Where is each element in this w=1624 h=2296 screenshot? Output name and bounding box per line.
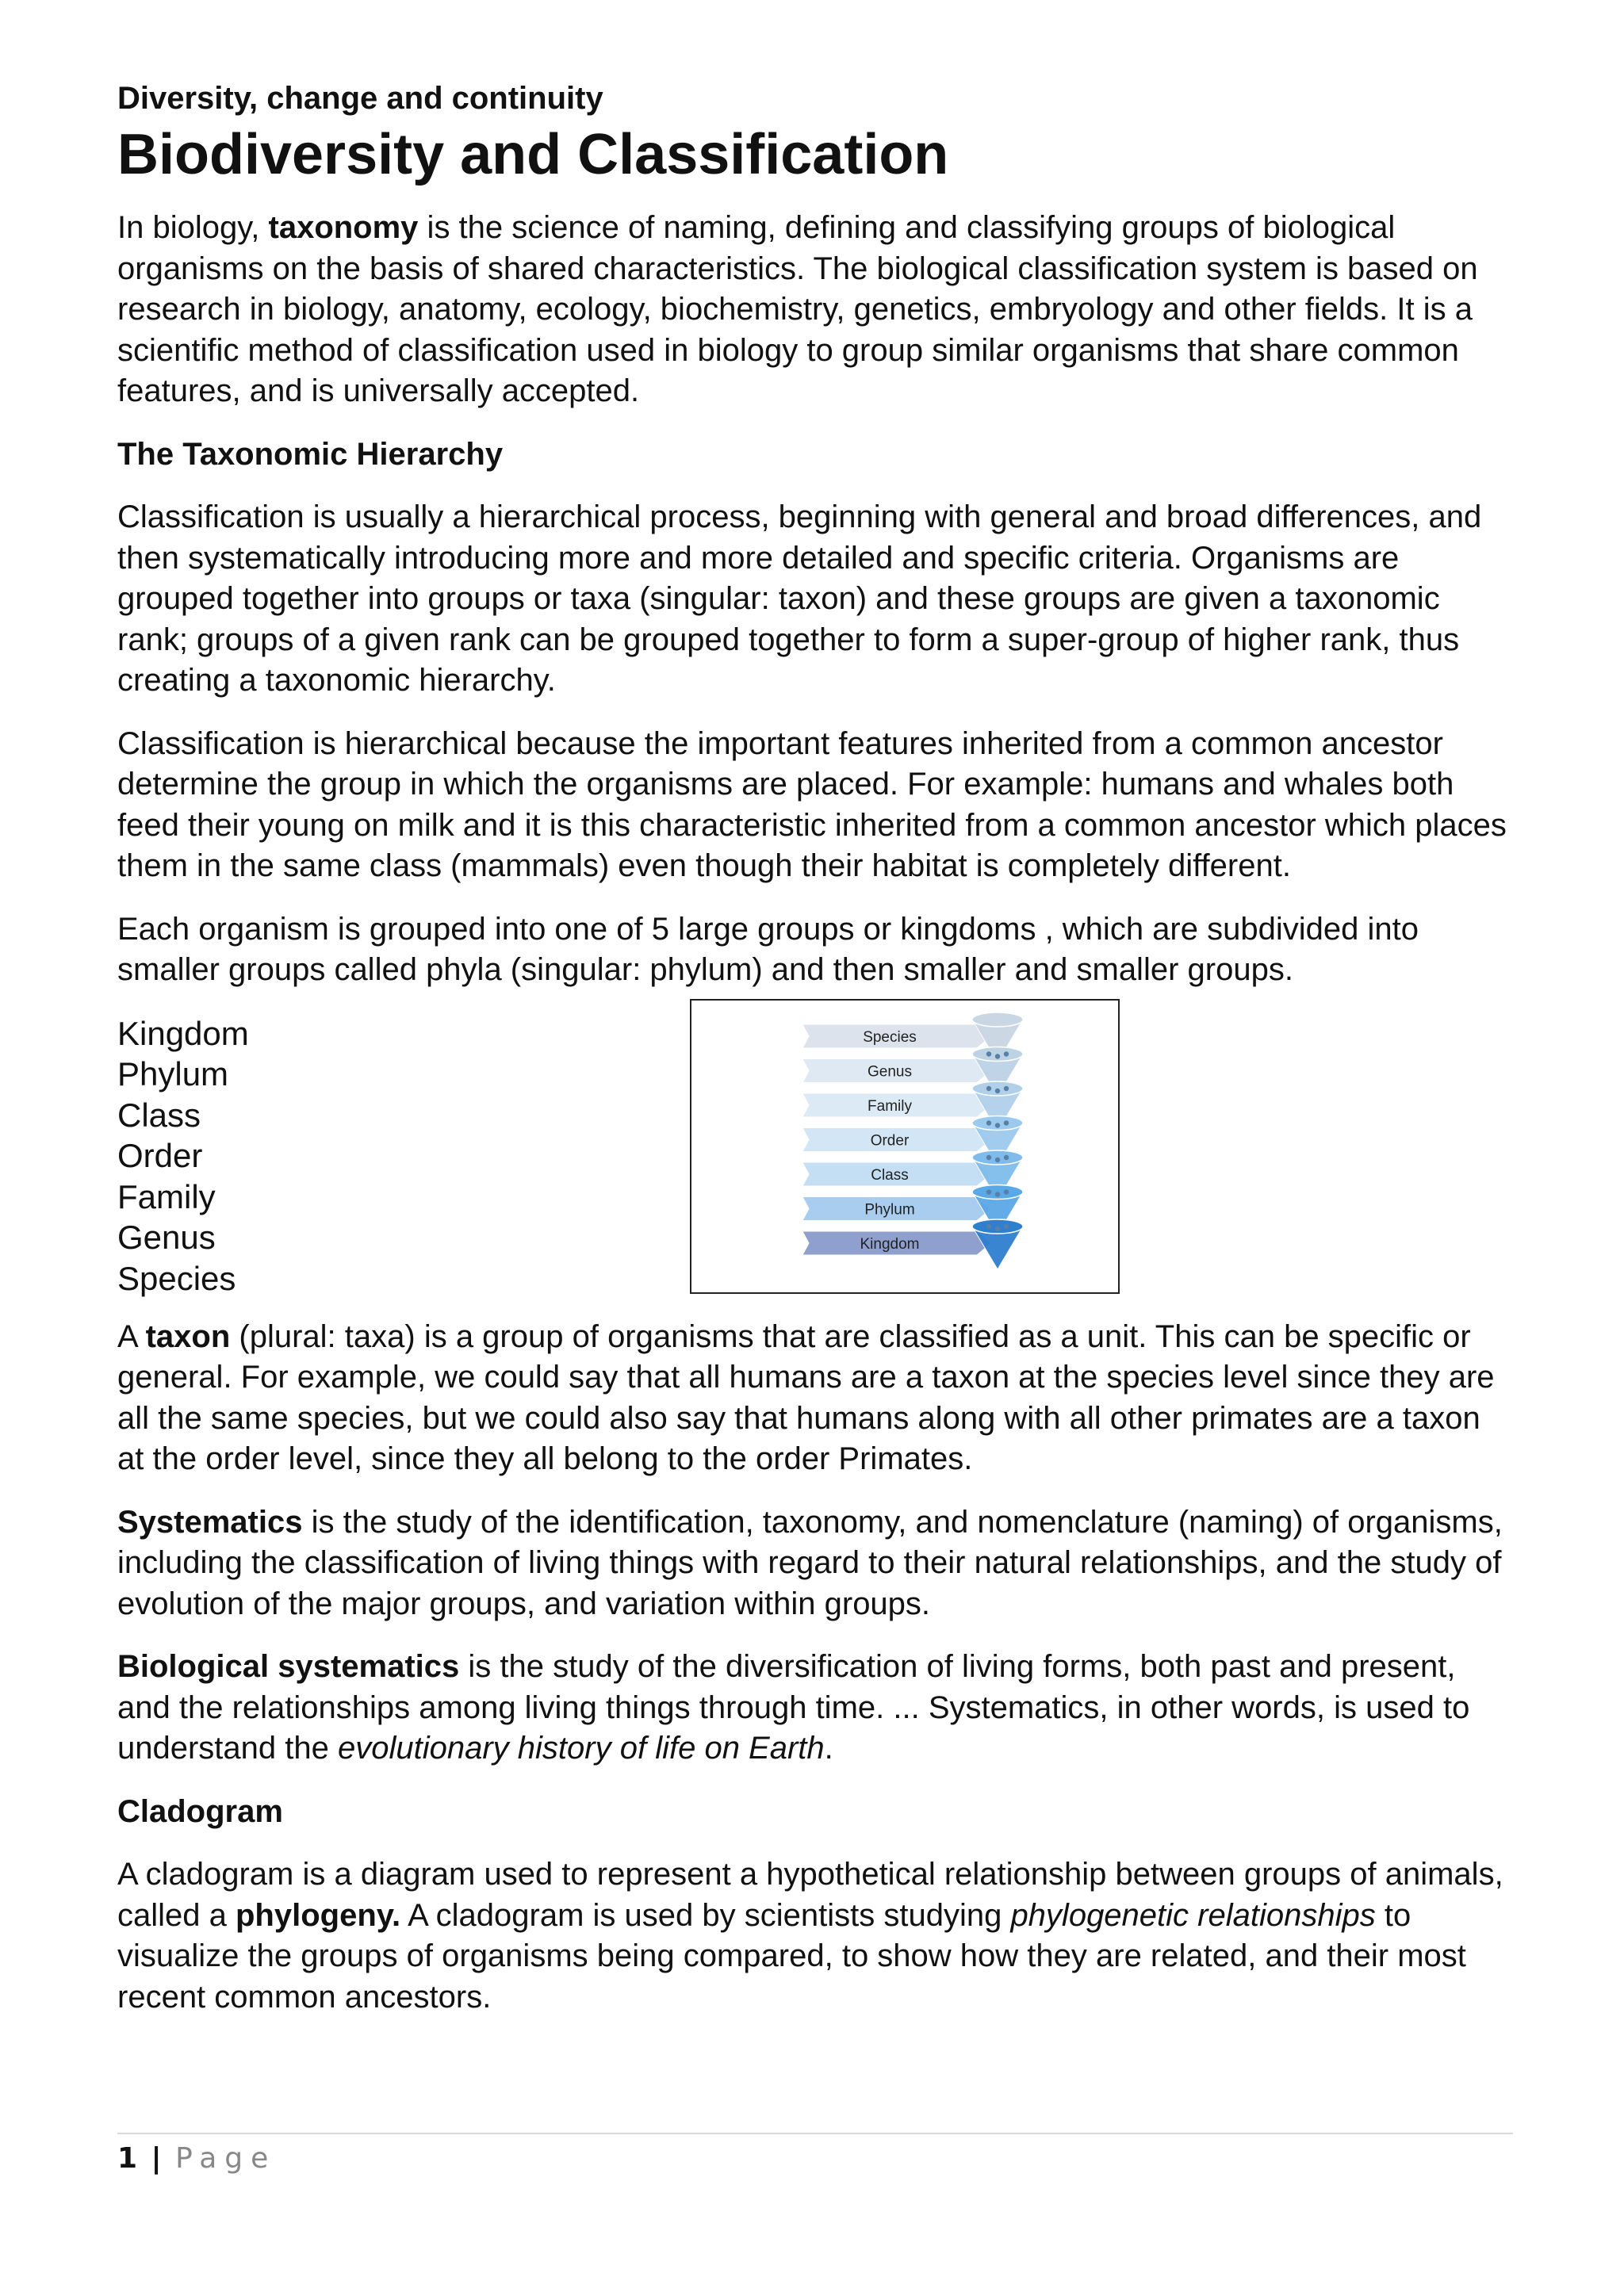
rank-block xyxy=(117,1013,1513,1311)
svg-text:Family: Family xyxy=(868,1097,912,1115)
hierarchy-paragraph-1: Classification is usually a hierarchical process, beginning with general and broad differences, and then systematically introducing more and more detailed and specific criteria. Organisms are grouped together into groups or taxa (singular: taxon) and these groups are given a taxonomic rank; groups of a given rank can be grouped together to form a super-group of higher rank, thus creating a taxonomic hierarchy. xyxy=(117,499,1482,698)
taxonomy-funnel-diagram xyxy=(691,1001,1118,1292)
taxon-term: taxon xyxy=(145,1318,231,1354)
taxonomy-term: taxonomy xyxy=(268,210,419,245)
rank-item: Class xyxy=(117,1096,201,1134)
svg-text:Kingdom: Kingdom xyxy=(860,1235,920,1253)
taxon-text-1: A xyxy=(117,1318,146,1354)
svg-text:Class: Class xyxy=(871,1166,909,1184)
cladogram-text-3: to visualize the groups of organisms being compared, to show how they are related, and their most recent common ancestors. xyxy=(117,1897,1466,2015)
cladogram-heading: Cladogram xyxy=(117,1793,283,1829)
biosys-text-1: is the study of the diversification of living forms, both past and present, and the relationships among living things through time. ... Systematics, in other words, is used to understand the xyxy=(117,1649,1470,1766)
systematics-text: is the study of the identification, taxonomy, and nomenclature (naming) of organisms, including the classification of living things with regard to their natural relationships, and the study of evolution of the major groups, and variation within groups. xyxy=(117,1504,1503,1621)
rank-list xyxy=(117,1013,249,1299)
rank-banner-genus xyxy=(802,1058,991,1082)
systematics-paragraph xyxy=(117,1502,1513,1625)
hierarchy-paragraph-3: Each organism is grouped into one of 5 large groups or kingdoms , which are subdivided into smaller groups called phyla (singular: phylum) and then smaller and smaller groups. xyxy=(117,911,1419,987)
page-number: 1 xyxy=(117,2142,138,2175)
cladogram-text-2: A cladogram is used by scientists studying xyxy=(400,1897,1011,1933)
rank-item: Species xyxy=(117,1259,236,1297)
taxonomy-funnel-figure xyxy=(690,999,1120,1294)
rank-banner-species xyxy=(802,1024,991,1048)
phylogenetic-relationships-phrase: phylogenetic relationships xyxy=(1010,1897,1376,1933)
taxon-text-2: (plural: taxa) is a group of organisms that are classified as a unit. This can be specific or general. For example, we could say that all humans are a taxon at the species level since they are all the same species, but we could also say that humans along with all other primates are a taxon at the order level, since they all belong to the order Primates. xyxy=(117,1318,1495,1476)
subject-heading: Diversity, change and continuity xyxy=(117,81,603,116)
svg-text:Phylum: Phylum xyxy=(864,1201,915,1218)
rank-banner-class xyxy=(802,1162,991,1186)
footer-divider xyxy=(117,2133,1513,2134)
biological-systematics-term: Biological systematics xyxy=(117,1649,460,1684)
intro-text-2: is the science of naming, defining and classifying groups of biological organisms on the basis of shared characteristics. The biological classification system is based on research in biology, anatomy, ecology, biochemistry, genetics, embryology and other fields. It is a scientific method of classification used in biology to group similar organisms that share common features, and is universally accepted. xyxy=(117,210,1478,408)
evolutionary-history-phrase: evolutionary history of life on Earth xyxy=(338,1731,825,1766)
rank-item: Order xyxy=(117,1137,203,1174)
intro-text-1: In biology, xyxy=(117,210,269,245)
rank-item: Genus xyxy=(117,1219,216,1256)
svg-text:Species: Species xyxy=(863,1028,917,1046)
biological-systematics-paragraph xyxy=(117,1647,1513,1770)
rank-banner-order xyxy=(802,1127,991,1151)
rank-item: Phylum xyxy=(117,1055,229,1093)
cladogram-paragraph xyxy=(117,1854,1513,2018)
cladogram-text-1: A cladogram is a diagram used to represent a hypothetical relationship between groups of animals, called a xyxy=(117,1857,1503,1933)
biosys-text-2: . xyxy=(824,1731,833,1766)
page-footer xyxy=(117,2139,276,2179)
rank-banner-family xyxy=(802,1093,991,1117)
taxonomic-hierarchy-heading: The Taxonomic Hierarchy xyxy=(117,436,504,472)
phylogeny-term: phylogeny. xyxy=(235,1897,401,1933)
svg-text:Order: Order xyxy=(870,1132,910,1149)
hierarchy-paragraph-2: Classification is hierarchical because the important features inherited from a common ancestor determine the group in which the organisms are placed. For example: humans and whales both feed their young on milk and it is this characteristic inherited from a common ancestor which places them in the same class (mammals) even though their habitat is completely different. xyxy=(117,725,1507,883)
rank-banner-phylum xyxy=(802,1196,991,1220)
svg-text:Genus: Genus xyxy=(868,1063,912,1080)
document-content xyxy=(117,76,1513,2040)
taxon-paragraph xyxy=(117,1317,1513,1480)
rank-banner-kingdom xyxy=(802,1231,991,1255)
footer-separator: | xyxy=(151,2142,162,2175)
systematics-term: Systematics xyxy=(117,1504,303,1540)
page-title: Biodiversity and Classification xyxy=(117,123,949,186)
page-label: Page xyxy=(175,2142,277,2175)
rank-item: Family xyxy=(117,1177,216,1215)
intro-paragraph xyxy=(117,208,1513,412)
rank-item: Kingdom xyxy=(117,1014,249,1052)
